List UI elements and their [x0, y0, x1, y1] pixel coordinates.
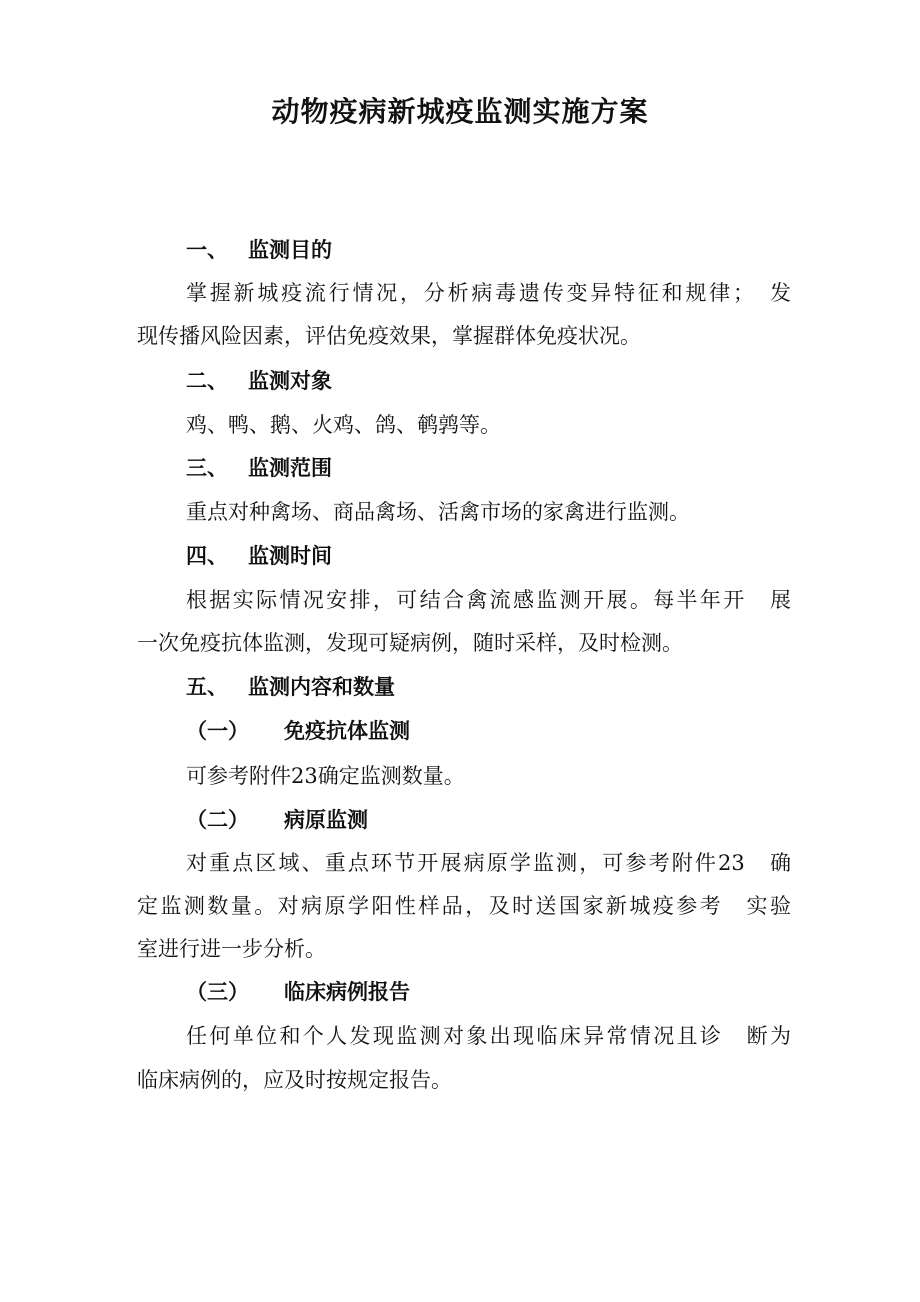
section-title: 监测时间: [248, 544, 332, 568]
section-title: 监测内容和数量: [248, 675, 395, 699]
section-number: 四、: [186, 544, 228, 568]
section-number: 二、: [186, 369, 228, 393]
section-number: 五、: [186, 675, 228, 699]
section-heading-time: [186, 540, 332, 570]
section-number: 三、: [186, 456, 228, 480]
paragraph-line: 现传播风险因素，评估免疫效果，掌握群体免疫状况。: [137, 324, 641, 348]
subsection-title: 病原监测: [284, 808, 368, 832]
section-title: 监测范围: [248, 456, 332, 480]
section-heading-purpose: [186, 234, 332, 264]
paragraph-line: 根据实际情况安排，可结合禽流感监测开展。每半年开 展: [186, 588, 791, 612]
section-number: 一、: [186, 238, 228, 262]
paragraph-line: 可参考附件23确定监测数量。: [186, 764, 465, 788]
paragraph-line: 掌握新城疫流行情况，分析病毒遗传变异特征和规律； 发: [186, 281, 791, 305]
paragraph-line: 临床病例的，应及时按规定报告。: [137, 1068, 452, 1092]
section-heading-objects: [186, 365, 332, 395]
subsection-number: （一）: [186, 719, 249, 743]
paragraph-line: 定监测数量。对病原学阳性样品，及时送国家新城疫参考 实验: [137, 894, 791, 918]
paragraph-line: 一次免疫抗体监测，发现可疑病例，随时采样，及时检测。: [137, 631, 683, 655]
paragraph-line: 对重点区域、重点环节开展病原学监测，可参考附件23 确: [186, 851, 791, 875]
subsection-heading-clinical: [186, 976, 410, 1006]
subsection-number: （二）: [186, 808, 249, 832]
paragraph-line: 任何单位和个人发现监测对象出现临床异常情况且诊 断为: [186, 1024, 791, 1048]
paragraph-line: 鸡、鸭、鹅、火鸡、鸽、鹌鹑等。: [186, 413, 501, 437]
subsection-number: （三）: [186, 980, 249, 1004]
subsection-title: 免疫抗体监测: [284, 719, 410, 743]
subsection-heading-pathogen: [186, 804, 368, 834]
section-title: 监测对象: [248, 369, 332, 393]
document-title: 动物疫病新城疫监测实施方案: [271, 95, 649, 128]
section-title: 监测目的: [248, 238, 332, 262]
section-heading-scope: [186, 452, 332, 482]
section-heading-content: [186, 671, 395, 701]
paragraph-line: 室进行进一步分析。: [137, 937, 326, 961]
paragraph-line: 重点对种禽场、商品禽场、活禽市场的家禽进行监测。: [186, 500, 690, 524]
subsection-heading-antibody: [186, 715, 410, 745]
subsection-title: 临床病例报告: [284, 980, 410, 1004]
